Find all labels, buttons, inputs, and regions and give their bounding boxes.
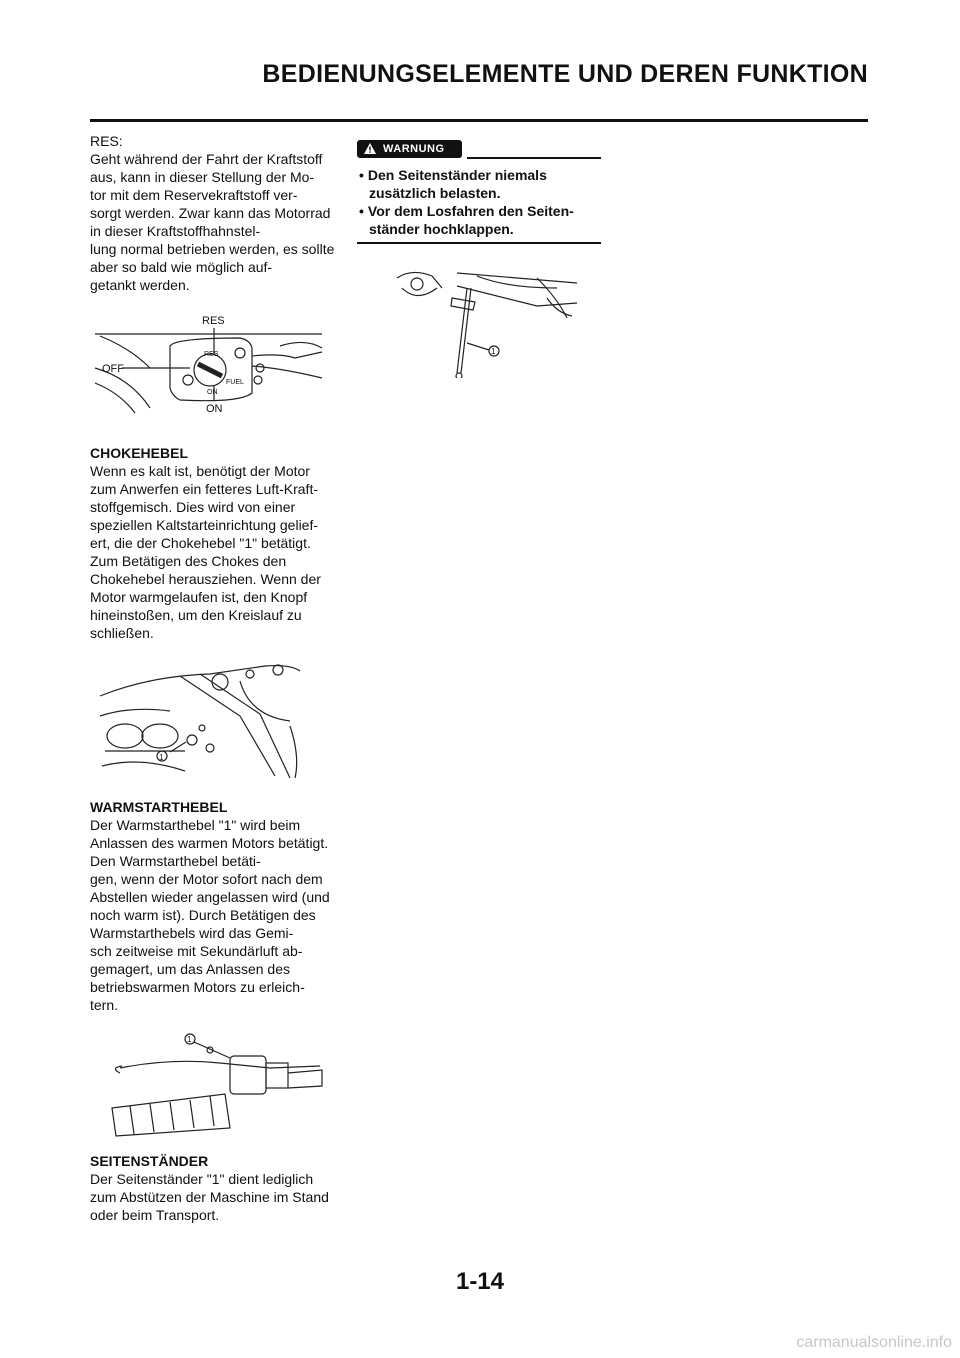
stand-title: SEITENSTÄNDER [90, 1153, 209, 1169]
choke-lever-figure [90, 656, 336, 786]
dial-label-on: ON [207, 389, 218, 396]
fuel-label-res: RES [202, 315, 225, 327]
choke-callout: 1 [159, 753, 164, 762]
warning-header [357, 140, 601, 160]
hot-start-callout: 1 [187, 1035, 192, 1044]
res-text: RES: Geht während der Fahrt der Kraftstoff aus, kann in dieser Stellung der Mo- tor mit dem Reservekraftstoff ver- sorgt werden. Zwar kann das Motorrad in dieser Kraftstoffhahnstel- lung normal betrieben werden, es sollte aber so bald wie möglich auf- getankt werden. [90, 133, 335, 293]
fuel-label-off: OFF [102, 363, 124, 375]
dial-label-res: RES [204, 351, 219, 358]
warning-item: • Den Seitenständer niemals zusätzlich belasten. [357, 166, 601, 202]
watermark: carmanualsonline.info [796, 1334, 952, 1351]
sidestand-callout: 1 [491, 346, 496, 356]
warning-rule [467, 157, 601, 159]
warning-badge [357, 140, 462, 158]
stand-text: Der Seitenständer "1" dient lediglich zum Abstützen der Maschine im Stand oder beim Transport. [90, 1171, 329, 1223]
choke-text: Wenn es kalt ist, benötigt der Motor zum Anwerfen ein fetteres Luft-Kraft- stoffgemisch. Dies wird von einer speziellen Kaltstarteinrichtung gelief- ert, die der Chokehebel "1" betätigt. Zum Betätigen des Chokes den Chokehebel herausziehen. Wenn der Motor warmgelaufen ist, den Knopf hineinstoßen, um den Kreislauf zu schließen. [90, 463, 321, 641]
warning-bottom-rule [357, 242, 601, 244]
page-number: 1-14 [455, 1268, 505, 1295]
left-column [90, 130, 336, 1224]
warmstart-title: WARMSTARTHEBEL [90, 799, 228, 815]
warmstart-text: Der Warmstarthebel "1" wird beim Anlassen des warmen Motors betätigt. Den Warmstarthebel betäti- gen, wenn der Motor sofort nach dem Abstellen wieder angelassen wird (und noch warm ist). Durch Betätigen des Warmstarthebels wird das Gemi- sch zeitweise mit Sekundärluft ab- gemagert, um das Anlassen des betriebswarmen Motors zu erleich- tern. [90, 817, 330, 1013]
warning-list [357, 166, 601, 238]
sidestand-figure [357, 258, 601, 378]
right-column [357, 140, 601, 378]
page-title: BEDIENUNGSELEMENTE UND DEREN FUNKTION [262, 60, 868, 88]
fuel-cock-figure [90, 308, 336, 428]
warning-label: WARNUNG [383, 143, 445, 155]
fuel-label-on: ON [206, 403, 223, 415]
warning-triangle-icon [363, 142, 377, 155]
warning-item: • Vor dem Losfahren den Seiten- ständer hochklappen. [357, 202, 601, 238]
dial-label-fuel: FUEL [226, 379, 244, 386]
choke-title: CHOKEHEBEL [90, 445, 189, 461]
hot-start-figure [90, 1028, 336, 1138]
header-rule [90, 119, 868, 122]
